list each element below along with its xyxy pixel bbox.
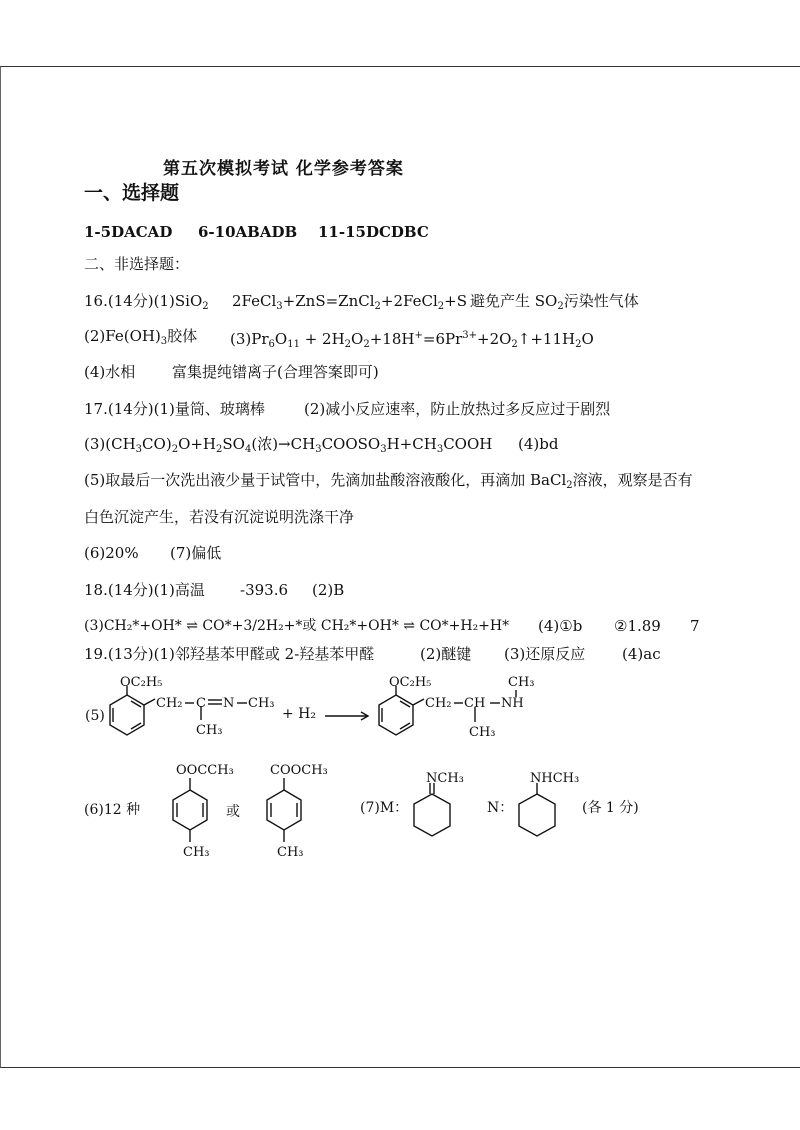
reactant-ch2: CH₂ bbox=[156, 696, 183, 711]
q16-line1: 16.(14分)(1)SiO$_2$ bbox=[84, 292, 209, 312]
part5-label: (5) bbox=[85, 708, 105, 724]
reactant-ch3-bottom: CH₃ bbox=[196, 723, 223, 738]
part6-label: (6)12 种 bbox=[84, 802, 141, 818]
q16-avoid-note: 避免产生 $SO_2$污染性气体 bbox=[470, 292, 639, 312]
product-ch3-bottom: CH₃ bbox=[469, 725, 496, 740]
reactant-n: N bbox=[223, 696, 235, 711]
q17-line1-b: (2)减小反应速率，防止放热过多反应过于剧烈 bbox=[304, 400, 611, 418]
product-ch: CH bbox=[464, 696, 486, 711]
q17-part7: (7)偏低 bbox=[170, 544, 222, 562]
q18-part4-2: ②1.89 bbox=[614, 617, 661, 635]
compound-m-cyclohexane bbox=[414, 783, 450, 836]
q19-line1-d: (4)ac bbox=[622, 645, 661, 663]
reactant-ch3-right: CH₃ bbox=[248, 696, 275, 711]
q16-part4-a: (4)水相 bbox=[84, 363, 136, 381]
or-label: 或 bbox=[226, 804, 240, 820]
isomer2-coocch3: COOCH₃ bbox=[270, 763, 328, 778]
q16-equation: 2FeCl$_3$+ZnS=ZnCl$_2$+2FeCl$_2$+S bbox=[232, 292, 467, 312]
q18-equation: (3)CH₂*+OH* ⇌ CO*+3/2H₂+*或 CH₂*+OH* ⇌ CO*+H₂+H* bbox=[84, 618, 510, 634]
product-ch3-top: CH₃ bbox=[508, 675, 535, 690]
section-heading-choice: 一、选择题 bbox=[84, 182, 180, 204]
q19-line1-b: (2)醚键 bbox=[420, 645, 472, 663]
reactant-c: C bbox=[196, 696, 206, 711]
product-nh: NH bbox=[501, 696, 524, 711]
page-title: 第五次模拟考试 化学参考答案 bbox=[163, 159, 404, 179]
part7-n-label: N： bbox=[487, 800, 514, 816]
q18-line1-c: (2)B bbox=[312, 581, 345, 599]
answers-11-15: 11-15DCDBC bbox=[318, 223, 429, 241]
q17-part5-line1: (5)取最后一次洗出液少量于试管中，先滴加盐酸溶液酸化，再滴加 BaCl$_2$溶液，观察是否有 bbox=[84, 471, 693, 491]
isomer1-ch3: CH₃ bbox=[183, 845, 210, 860]
q18-part4-1: (4)①b bbox=[538, 617, 583, 635]
answers-1-5: 1-5DACAD bbox=[84, 223, 173, 241]
q17-part5-line2: 白色沉淀产生，若没有沉淀说明洗涤干净 bbox=[84, 508, 355, 526]
isomer1-oocch3: OOCCH₃ bbox=[176, 763, 234, 778]
product-oc2h5: OC₂H₅ bbox=[389, 675, 432, 690]
q19-line1-a: 19.(13分)(1)邻羟基苯甲醛或 2-羟基苯甲醛 bbox=[84, 645, 375, 663]
q16-part2: $(2)Fe(OH)_3$胶体 bbox=[84, 327, 198, 347]
q17-equation: $(3)(CH_3CO)_2O+H_2SO_4$(浓)$\to CH_3COOSO_3H+CH_3COOH$ bbox=[84, 435, 493, 455]
q18-line1-a: 18.(14分)(1)高温 bbox=[84, 581, 205, 599]
plus-h2: + H₂ bbox=[282, 706, 317, 722]
part7-m-label: (7)M： bbox=[360, 800, 409, 816]
q16-part4-b: 富集提纯镨离子(合理答案即可) bbox=[172, 363, 379, 381]
each-point-note: (各 1 分) bbox=[582, 800, 639, 816]
q18-line1-b: -393.6 bbox=[240, 581, 289, 599]
isomer1-benzene-ring bbox=[173, 778, 207, 842]
q16-part3-equation: $(3)Pr_6O_{11}$ + $2H_2O_2+18H^+=6Pr^{3+}+2O_2↑+11H_2O$ bbox=[230, 330, 594, 350]
q19-line1-c: (3)还原反应 bbox=[504, 645, 586, 663]
isomer2-ch3: CH₃ bbox=[277, 845, 304, 860]
q17-part4: (4)bd bbox=[518, 435, 559, 453]
compound-n-nhch3: NHCH₃ bbox=[530, 771, 580, 786]
answers-6-10: 6-10ABADB bbox=[198, 223, 298, 241]
section-heading-nonchoice: 二、非选择题： bbox=[84, 255, 190, 273]
compound-n-cyclohexane bbox=[519, 783, 555, 836]
isomer2-benzene-ring bbox=[267, 778, 301, 842]
q18-part4-3: 7 bbox=[690, 617, 700, 635]
product-ch2: CH₂ bbox=[425, 696, 452, 711]
q17-part6: (6)20% bbox=[84, 544, 139, 562]
q17-line1-a: 17.(14分)(1)量筒、玻璃棒 bbox=[84, 400, 265, 418]
reactant-oc2h5: OC₂H₅ bbox=[120, 675, 163, 690]
compound-m-nch3: NCH₃ bbox=[426, 771, 464, 786]
